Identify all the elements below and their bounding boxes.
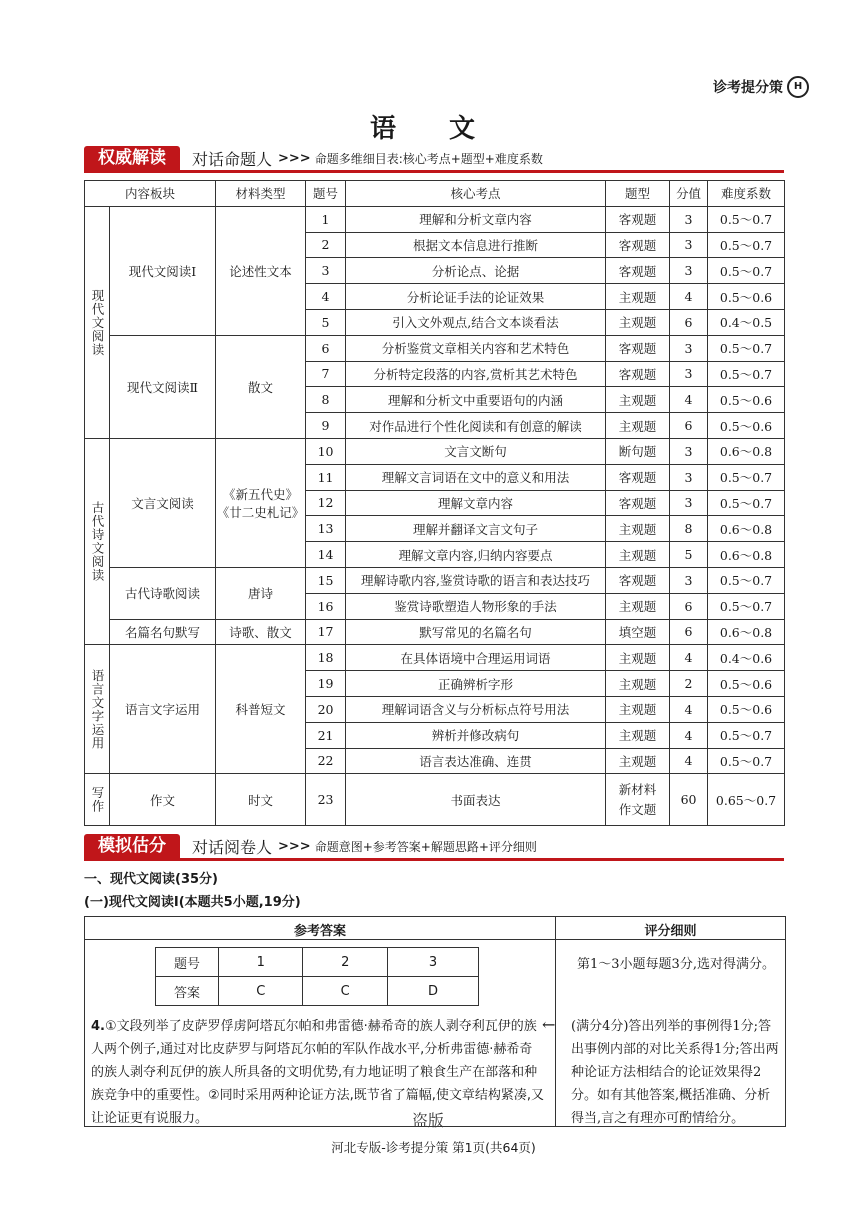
score-cell: 60: [670, 774, 708, 826]
table-row: [156, 977, 479, 1006]
question-number-cell: 3: [306, 258, 346, 284]
core-point-cell: 默写常见的名篇名句: [346, 619, 606, 645]
question-type-cell: 主观题: [606, 645, 670, 671]
table-row: [85, 645, 785, 671]
question-number-cell: 8: [306, 387, 346, 413]
score-cell: 3: [670, 258, 708, 284]
page-title: 语 文: [369, 114, 498, 144]
question-type-cell: 主观题: [606, 696, 670, 722]
score-cell: 3: [670, 438, 708, 464]
question-type-cell: 主观题: [606, 309, 670, 335]
core-point-cell: 分析论点、论据: [346, 258, 606, 284]
table-header-row: [85, 181, 785, 207]
question-number-cell: 1: [306, 206, 346, 232]
section-main-text: 对话命题人: [192, 149, 273, 169]
answer-4-text: ①文段列举了皮萨罗俘虏阿塔瓦尔帕和弗雷德·赫希奇的族人剥夺利瓦伊的族人两个例子,通过对比皮萨罗与阿塔瓦尔帕的军队作战水平,分析弗雷德·赫希奇的族人剥夺利瓦伊的族人所具备的文明优势,有力地证明了粮食生产在部落和种族竞争中的重要性。②同时采用两种论证方法,既节省了篇幅,使文章结构紧凑,又让论证更有说服力。: [91, 1019, 545, 1126]
question-number-cell: 20: [306, 696, 346, 722]
difficulty-cell: 0.5～0.6: [708, 284, 785, 310]
material-cell: 唐诗: [216, 567, 306, 619]
difficulty-cell: 0.6～0.8: [708, 619, 785, 645]
question-type-cell: 客观题: [606, 258, 670, 284]
question-type-cell: 客观题: [606, 232, 670, 258]
question-type-cell: 客观题: [606, 361, 670, 387]
answer-value: C: [219, 977, 303, 1006]
rubric-4: (满分4分)答出列举的事例得1分;答出事例内部的对比关系得1分;答出两种论证方法相结合的论证效果得2分。如有其他答案,概括准确、分析得当,言之有理亦可酌情给分。: [571, 1019, 779, 1126]
brand-text: 诊考提分策: [713, 80, 783, 96]
difficulty-cell: 0.5～0.7: [708, 593, 785, 619]
core-point-cell: 文言文断句: [346, 438, 606, 464]
table-row: [85, 567, 785, 593]
difficulty-cell: 0.4～0.5: [708, 309, 785, 335]
question-number-cell: 12: [306, 490, 346, 516]
group-cell: 古代诗文阅读: [85, 438, 110, 644]
question-number-cell: 6: [306, 335, 346, 361]
answer-4: [91, 1015, 545, 1130]
question-number: 3: [387, 948, 478, 977]
score-cell: 6: [670, 413, 708, 439]
question-type-cell: 主观题: [606, 748, 670, 774]
spec-table: [84, 180, 785, 826]
score-cell: 3: [670, 567, 708, 593]
question-type-cell: 客观题: [606, 335, 670, 361]
difficulty-cell: 0.5～0.7: [708, 722, 785, 748]
score-cell: 2: [670, 671, 708, 697]
group-cell: 语言文字运用: [85, 645, 110, 774]
question-number-cell: 22: [306, 748, 346, 774]
score-cell: 3: [670, 335, 708, 361]
question-number-cell: 13: [306, 516, 346, 542]
answer-heading: 参考答案: [293, 924, 346, 939]
material-cell: 时文: [216, 774, 306, 826]
header-cell: 材料类型: [216, 181, 306, 207]
difficulty-cell: 0.5～0.7: [708, 258, 785, 284]
score-cell: 6: [670, 593, 708, 619]
question-type-cell: 客观题: [606, 567, 670, 593]
header-cell: 核心考点: [346, 181, 606, 207]
subblock-cell: 古代诗歌阅读: [110, 567, 216, 619]
header-cell: 题号: [306, 181, 346, 207]
question-type-cell: 主观题: [606, 284, 670, 310]
material-line: 《廿二史札记》: [216, 504, 305, 520]
core-point-cell: 理解词语含义与分析标点符号用法: [346, 696, 606, 722]
question-type-cell: 主观题: [606, 413, 670, 439]
table-row: [85, 335, 785, 361]
material-cell: [216, 438, 306, 567]
difficulty-cell: 0.5～0.6: [708, 671, 785, 697]
core-point-cell: 正确辨析字形: [346, 671, 606, 697]
difficulty-cell: 0.5～0.6: [708, 696, 785, 722]
difficulty-cell: 0.5～0.7: [708, 361, 785, 387]
answer-key-table: [155, 947, 479, 1006]
score-cell: 4: [670, 284, 708, 310]
core-point-cell: 理解文言词语在文中的意义和用法: [346, 464, 606, 490]
brand-logo-icon: H: [787, 76, 809, 98]
question-number-cell: 9: [306, 413, 346, 439]
rubric-1-3: 第1～3小题每题3分,选对得满分。: [577, 957, 775, 972]
answer-box: [84, 916, 786, 1127]
core-point-cell: 理解和分析文章内容: [346, 206, 606, 232]
score-cell: 4: [670, 722, 708, 748]
subblock-cell: 现代文阅读Ⅱ: [110, 335, 216, 438]
material-cell: 科普短文: [216, 645, 306, 774]
question-number-cell: 10: [306, 438, 346, 464]
header-cell: 题型: [606, 181, 670, 207]
question-number: 4.: [91, 1019, 105, 1034]
question-type-cell: 主观题: [606, 593, 670, 619]
difficulty-cell: 0.65～0.7: [708, 774, 785, 826]
material-cell: 散文: [216, 335, 306, 438]
question-number-cell: 16: [306, 593, 346, 619]
score-cell: 3: [670, 361, 708, 387]
subblock-cell: 语言文字运用: [110, 645, 216, 774]
score-cell: 3: [670, 490, 708, 516]
section-arrows: >>>: [278, 150, 311, 166]
core-point-cell: 引入文外观点,结合文本谈看法: [346, 309, 606, 335]
core-point-cell: 书面表达: [346, 774, 606, 826]
section-subtitle: 命题多维细目表:核心考点+题型+难度系数: [314, 151, 543, 166]
score-cell: 3: [670, 232, 708, 258]
subblock-cell: 作文: [110, 774, 216, 826]
question-number: 2: [303, 948, 387, 977]
question-type-cell: 主观题: [606, 387, 670, 413]
question-type-cell: 客观题: [606, 206, 670, 232]
score-cell: 3: [670, 464, 708, 490]
core-point-cell: 在具体语境中合理运用词语: [346, 645, 606, 671]
core-point-cell: 辨析并修改病句: [346, 722, 606, 748]
question-type-cell: 主观题: [606, 542, 670, 568]
score-cell: 4: [670, 696, 708, 722]
subblock-cell: 文言文阅读: [110, 438, 216, 567]
question-type-cell: 新材料作文题: [606, 774, 670, 826]
difficulty-cell: 0.6～0.8: [708, 438, 785, 464]
core-point-cell: 鉴赏诗歌塑造人物形象的手法: [346, 593, 606, 619]
section-main-text: 对话阅卷人: [192, 837, 273, 857]
core-point-cell: 对作品进行个性化阅读和有创意的解读: [346, 413, 606, 439]
question-number-cell: 19: [306, 671, 346, 697]
spec-table-body: [85, 206, 785, 826]
question-type-cell: 主观题: [606, 671, 670, 697]
subblock-cell: 名篇名句默写: [110, 619, 216, 645]
question-number-cell: 17: [306, 619, 346, 645]
table-row: [85, 206, 785, 232]
difficulty-cell: 0.5～0.7: [708, 490, 785, 516]
question-type-cell: 主观题: [606, 722, 670, 748]
score-cell: 5: [670, 542, 708, 568]
answer-value: C: [303, 977, 387, 1006]
section-arrows: >>>: [278, 838, 311, 854]
difficulty-cell: 0.5～0.7: [708, 232, 785, 258]
question-number-cell: 7: [306, 361, 346, 387]
difficulty-cell: 0.5～0.7: [708, 335, 785, 361]
question-type-cell: 客观题: [606, 490, 670, 516]
question-number-cell: 21: [306, 722, 346, 748]
page-footer: 河北专版-诊考提分策 第1页(共64页): [331, 1140, 536, 1155]
question-type-cell: 主观题: [606, 516, 670, 542]
core-point-cell: 语言表达准确、连贯: [346, 748, 606, 774]
core-point-cell: 理解诗歌内容,鉴赏诗歌的语言和表达技巧: [346, 567, 606, 593]
question-number-cell: 2: [306, 232, 346, 258]
question-number-cell: 14: [306, 542, 346, 568]
difficulty-cell: 0.6～0.8: [708, 516, 785, 542]
rubric-heading: 评分细则: [644, 924, 697, 939]
brand-label: [713, 76, 809, 98]
score-cell: 4: [670, 387, 708, 413]
question-number-cell: 5: [306, 309, 346, 335]
section-badge: 模拟估分: [84, 834, 180, 858]
core-point-cell: 理解文章内容,归纳内容要点: [346, 542, 606, 568]
row-label: 题号: [156, 948, 219, 977]
header-cell: 难度系数: [708, 181, 785, 207]
material-cell: 诗歌、散文: [216, 619, 306, 645]
section-badge: 权威解读: [84, 146, 180, 170]
difficulty-cell: 0.5～0.7: [708, 206, 785, 232]
difficulty-cell: 0.5～0.7: [708, 464, 785, 490]
subpart-heading: (一)现代文阅读Ⅰ(本题共5小题,19分): [84, 895, 301, 910]
difficulty-cell: 0.4～0.6: [708, 645, 785, 671]
section-header-1: [84, 146, 784, 173]
question-number: 1: [219, 948, 303, 977]
question-type-cell: 断句题: [606, 438, 670, 464]
question-number-cell: 18: [306, 645, 346, 671]
group-cell: 现代文阅读: [85, 206, 110, 438]
table-row: [85, 438, 785, 464]
group-cell: 写作: [85, 774, 110, 826]
question-number-cell: 23: [306, 774, 346, 826]
core-point-cell: 理解和分析文中重要语句的内涵: [346, 387, 606, 413]
question-number-cell: 11: [306, 464, 346, 490]
part-heading: 一、现代文阅读(35分): [84, 872, 218, 887]
table-row: [85, 619, 785, 645]
material-cell: 论述性文本: [216, 206, 306, 335]
core-point-cell: 分析论证手法的论证效果: [346, 284, 606, 310]
arrow-left-icon: ←: [542, 1015, 556, 1034]
table-row: [156, 948, 479, 977]
score-cell: 6: [670, 309, 708, 335]
question-type-cell: 填空题: [606, 619, 670, 645]
score-cell: 4: [670, 748, 708, 774]
core-point-cell: 理解并翻译文言文句子: [346, 516, 606, 542]
difficulty-cell: 0.5～0.7: [708, 567, 785, 593]
section-header-2: [84, 834, 784, 861]
difficulty-cell: 0.5～0.6: [708, 387, 785, 413]
answer-value: D: [387, 977, 478, 1006]
section-subtitle: 命题意图+参考答案+解题思路+评分细则: [314, 839, 537, 854]
header-cell: 分值: [670, 181, 708, 207]
watermark-text: 盗版: [412, 1111, 445, 1130]
question-number-cell: 4: [306, 284, 346, 310]
material-line: 《新五代史》: [223, 486, 299, 502]
score-cell: 8: [670, 516, 708, 542]
core-point-cell: 根据文本信息进行推断: [346, 232, 606, 258]
score-cell: 3: [670, 206, 708, 232]
header-cell: 内容板块: [85, 181, 216, 207]
row-label: 答案: [156, 977, 219, 1006]
core-point-cell: 理解文章内容: [346, 490, 606, 516]
core-point-cell: 分析特定段落的内容,赏析其艺术特色: [346, 361, 606, 387]
subblock-cell: 现代文阅读Ⅰ: [110, 206, 216, 335]
score-cell: 6: [670, 619, 708, 645]
difficulty-cell: 0.5～0.7: [708, 748, 785, 774]
difficulty-cell: 0.6～0.8: [708, 542, 785, 568]
question-type-cell: 客观题: [606, 464, 670, 490]
table-row: [85, 774, 785, 826]
core-point-cell: 分析鉴赏文章相关内容和艺术特色: [346, 335, 606, 361]
score-cell: 4: [670, 645, 708, 671]
difficulty-cell: 0.5～0.6: [708, 413, 785, 439]
question-number-cell: 15: [306, 567, 346, 593]
